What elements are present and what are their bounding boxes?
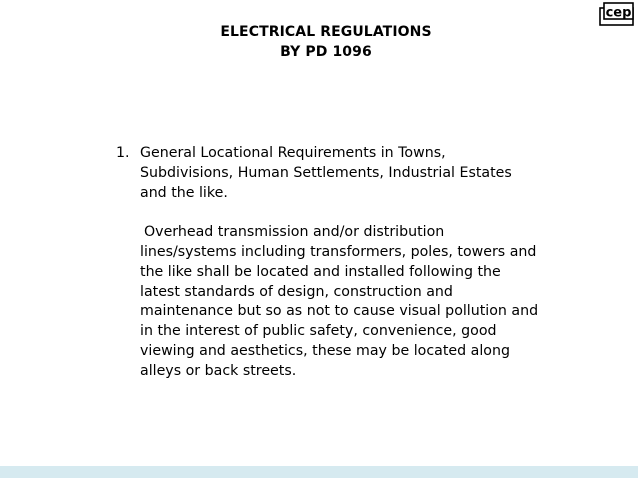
paragraph-line: the like shall be located and installed following the bbox=[140, 263, 501, 280]
paragraph-line: viewing and aesthetics, these may be located along bbox=[140, 342, 510, 359]
cep-logo-icon bbox=[597, 1, 636, 27]
title-line-2: BY PD 1096 bbox=[280, 44, 372, 60]
content-block bbox=[116, 144, 556, 382]
paragraph-line: Overhead transmission and/or distribution bbox=[144, 224, 445, 241]
item-heading-line: Subdivisions, Human Settlements, Industrial Estates bbox=[140, 164, 512, 181]
title-line-1: ELECTRICAL REGULATIONS bbox=[220, 24, 432, 40]
paragraph-line: in the interest of public safety, convenience, good bbox=[140, 323, 497, 340]
logo-text: cep bbox=[605, 5, 632, 21]
paragraph-line: lines/systems including transformers, poles, towers and bbox=[140, 243, 537, 260]
paragraph-line: latest standards of design, construction and bbox=[140, 283, 453, 300]
item-heading-line: General Locational Requirements in Towns, bbox=[140, 145, 446, 161]
paragraph-line: alleys or back streets. bbox=[140, 362, 297, 379]
item-number: 1. bbox=[116, 145, 130, 161]
slide-title bbox=[0, 22, 638, 62]
footer-bar bbox=[0, 466, 638, 478]
list-item bbox=[116, 144, 556, 203]
item-heading-line: and the like. bbox=[140, 184, 228, 201]
paragraph-line: maintenance but so as not to cause visual pollution and bbox=[140, 303, 539, 320]
item-paragraph bbox=[116, 223, 556, 381]
